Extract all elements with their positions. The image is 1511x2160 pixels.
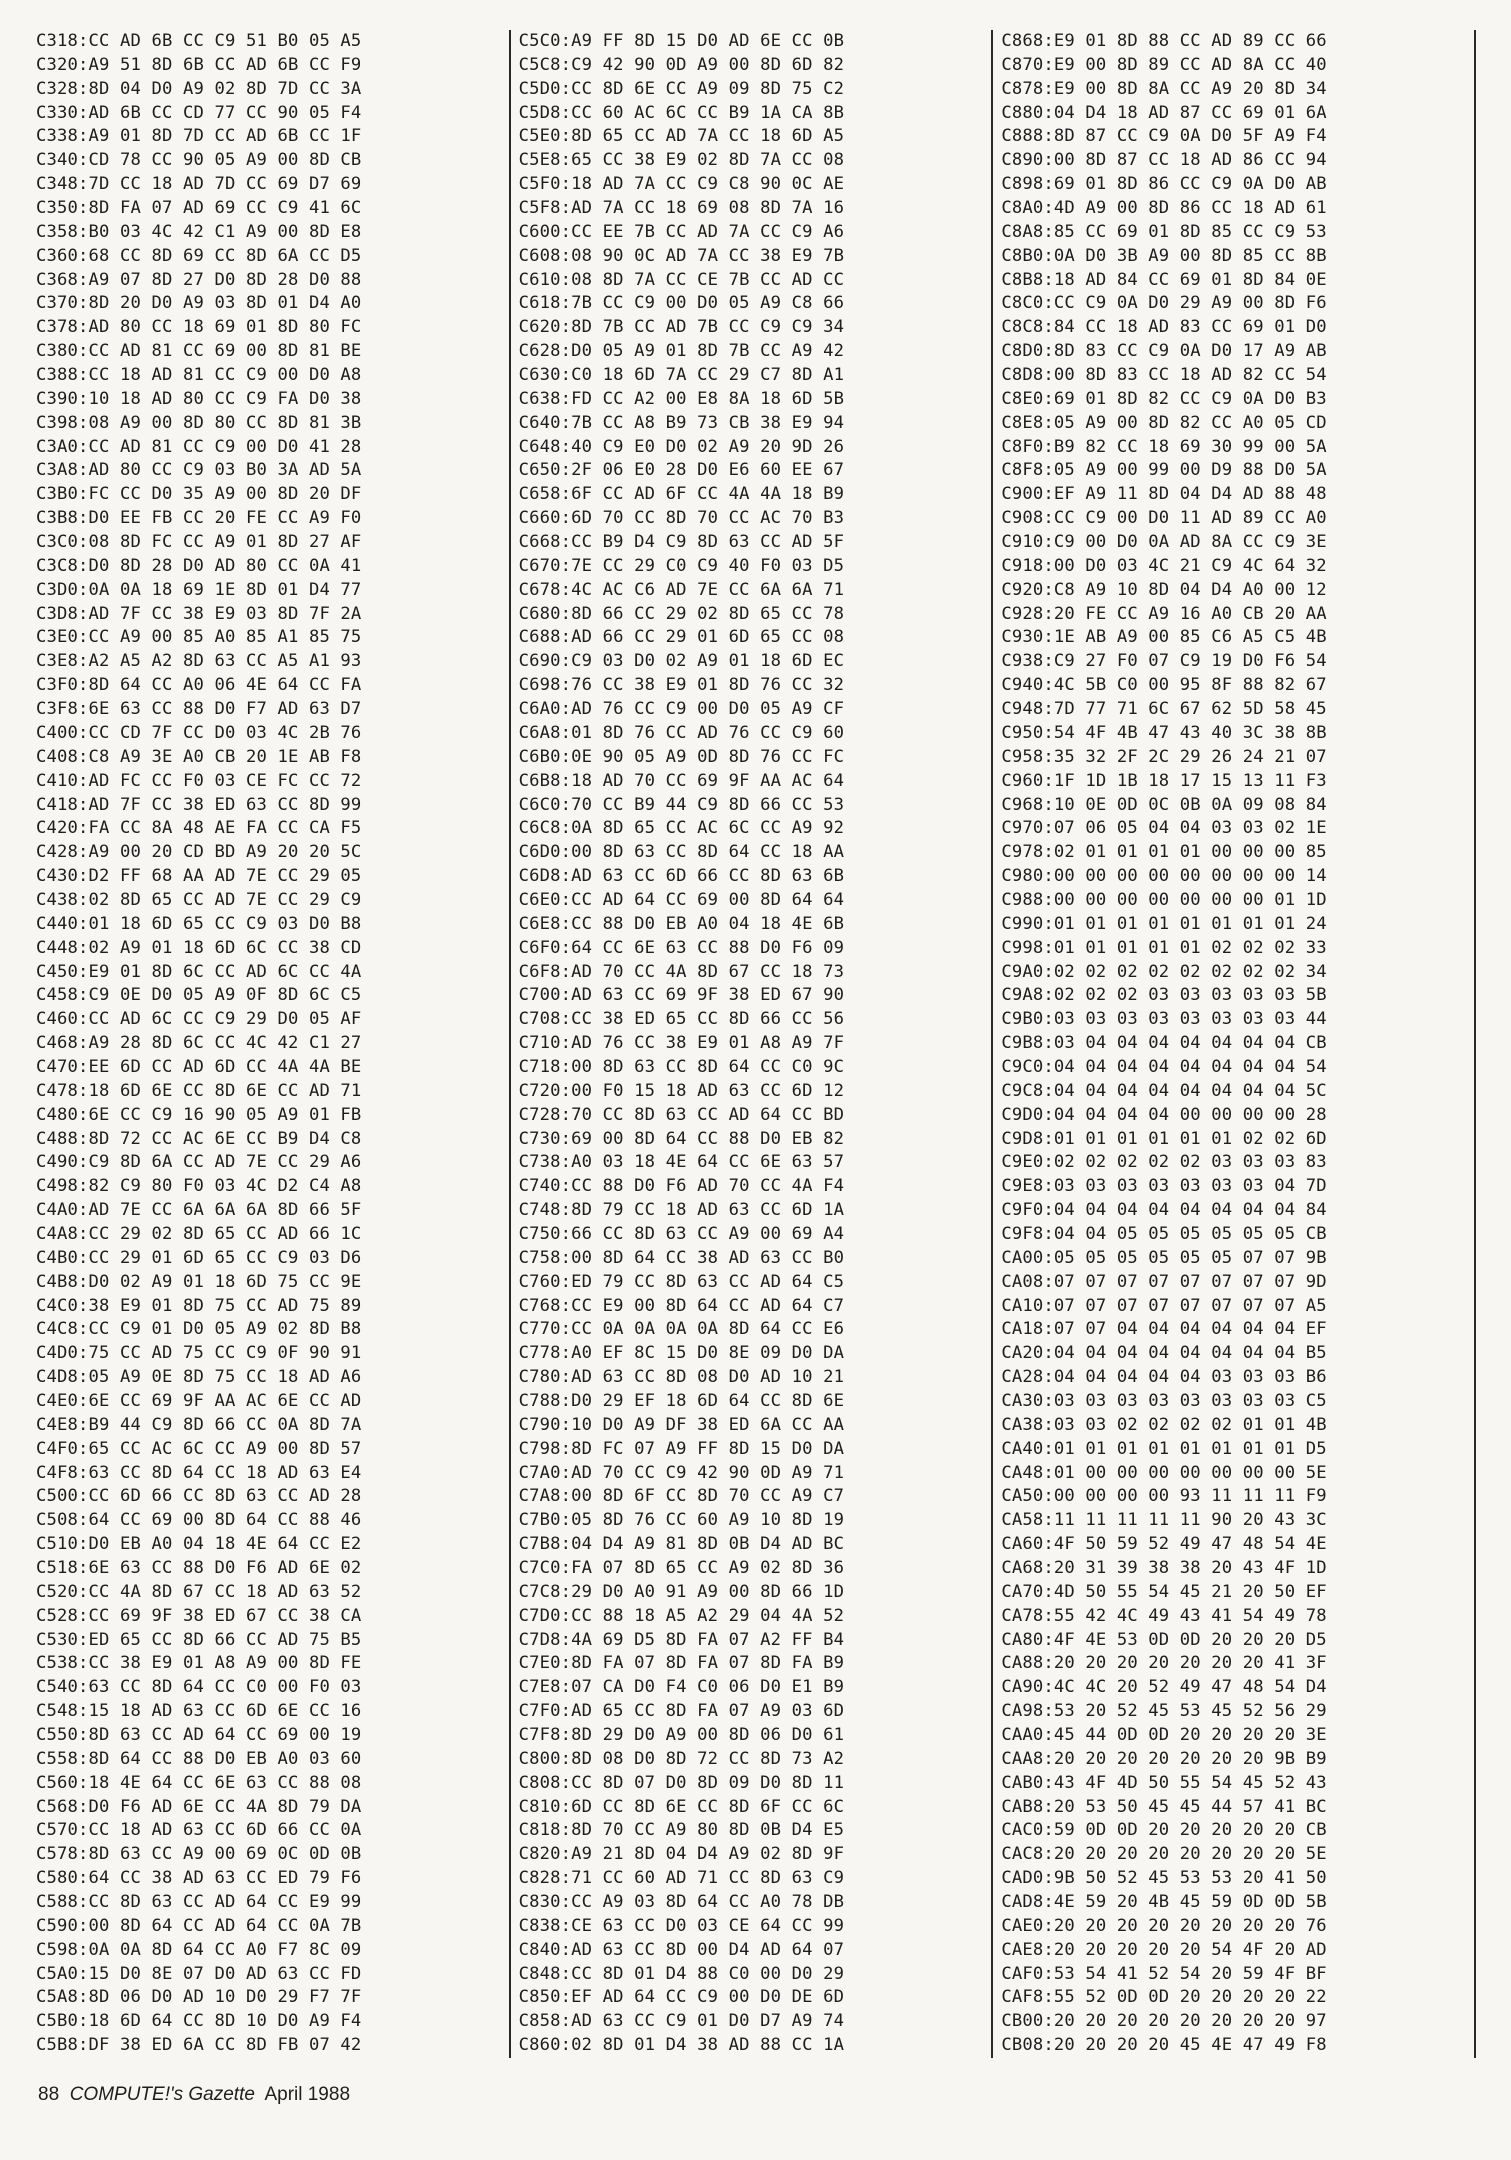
hex-line: C440:01 18 6D 65 CC C9 03 D0 B8 <box>36 913 362 934</box>
hex-line: C3D0:0A 0A 18 69 1E 8D 01 D4 77 <box>36 579 362 600</box>
page-number: 88 <box>38 2084 60 2105</box>
hex-line: C428:A9 00 20 CD BD A9 20 20 5C <box>36 842 362 863</box>
hex-line: C858:AD 63 CC C9 01 D0 D7 A9 74 <box>518 2011 845 2032</box>
hex-line: C8C8:84 CC 18 AD 83 CC 69 01 D0 <box>1001 317 1327 338</box>
hex-line: CA58:11 11 11 11 11 90 20 43 3C <box>1001 1510 1327 1531</box>
hex-line: C608:08 90 0C AD 7A CC 38 E9 7B <box>518 245 845 266</box>
hex-line: C908:CC C9 00 D0 11 AD 89 CC A0 <box>1001 508 1327 529</box>
hex-line: C6C8:0A 8D 65 CC AC 6C CC A9 92 <box>518 818 845 839</box>
hex-line: C660:6D 70 CC 8D 70 CC AC 70 B3 <box>518 508 845 529</box>
hex-line: C390:10 18 AD 80 CC C9 FA D0 38 <box>36 388 362 409</box>
hex-line: C3A0:CC AD 81 CC C9 00 D0 41 28 <box>36 436 362 457</box>
hex-line: C9B8:03 04 04 04 04 04 04 04 CB <box>1001 1033 1327 1054</box>
hex-line: C890:00 8D 87 CC 18 AD 86 CC 94 <box>1001 150 1327 171</box>
hex-line: C768:CC E9 00 8D 64 CC AD 64 C7 <box>518 1295 845 1316</box>
hex-line: C870:E9 00 8D 89 CC AD 8A CC 40 <box>1001 54 1327 75</box>
hex-line: C640:7B CC A8 B9 73 CB 38 E9 94 <box>518 412 845 433</box>
hex-line: CA08:07 07 07 07 07 07 07 07 9D <box>1001 1271 1327 1292</box>
hex-line: CAF8:55 52 0D 0D 20 20 20 20 22 <box>1001 1987 1327 2008</box>
hex-line: C830:CC A9 03 8D 64 CC A0 78 DB <box>518 1892 845 1913</box>
hex-line: C8D0:8D 83 CC C9 0A D0 17 A9 AB <box>1001 341 1327 362</box>
hex-line: C560:18 4E 64 CC 6E 63 CC 88 08 <box>36 1772 362 1793</box>
hex-line: CA80:4F 4E 53 0D 0D 20 20 20 D5 <box>1001 1629 1327 1650</box>
hex-line: CAE0:20 20 20 20 20 20 20 20 76 <box>1001 1915 1327 1936</box>
hex-line: C5B0:18 6D 64 CC 8D 10 D0 A9 F4 <box>36 2011 362 2032</box>
hex-line: C8C0:CC C9 0A D0 29 A9 00 8D F6 <box>1001 293 1327 314</box>
hex-line: C970:07 06 05 04 04 03 03 02 1E <box>1001 818 1327 839</box>
hex-line: C490:C9 8D 6A CC AD 7E CC 29 A6 <box>36 1152 362 1173</box>
hex-line: C5D8:CC 60 AC 6C CC B9 1A CA 8B <box>518 102 845 123</box>
hex-line: C5A8:8D 06 D0 AD 10 D0 29 F7 7F <box>36 1987 362 2008</box>
hex-line: C578:8D 63 CC A9 00 69 0C 0D 0B <box>36 1844 362 1865</box>
hex-line: C3C8:D0 8D 28 D0 AD 80 CC 0A 41 <box>36 555 362 576</box>
hex-line: C778:A0 EF 8C 15 D0 8E 09 D0 DA <box>518 1343 845 1364</box>
hex-line: C930:1E AB A9 00 85 C6 A5 C5 4B <box>1001 627 1327 648</box>
hex-line: C3D8:AD 7F CC 38 E9 03 8D 7F 2A <box>36 603 362 624</box>
hex-line: C7B8:04 D4 A9 81 8D 0B D4 AD BC <box>518 1534 845 1555</box>
hex-line: C740:CC 88 D0 F6 AD 70 CC 4A F4 <box>518 1176 845 1197</box>
hex-line: C9A0:02 02 02 02 02 02 02 02 34 <box>1001 961 1327 982</box>
hex-line: C7D8:4A 69 D5 8D FA 07 A2 FF B4 <box>518 1629 845 1650</box>
hex-line: C918:00 D0 03 4C 21 C9 4C 64 32 <box>1001 555 1327 576</box>
hex-line: C568:D0 F6 AD 6E CC 4A 8D 79 DA <box>36 1796 362 1817</box>
hex-line: C330:AD 6B CC CD 77 CC 90 05 F4 <box>36 102 362 123</box>
hex-line: C3C0:08 8D FC CC A9 01 8D 27 AF <box>36 532 362 553</box>
hex-line: C380:CC AD 81 CC 69 00 8D 81 BE <box>36 341 362 362</box>
hex-line: C478:18 6D 6E CC 8D 6E CC AD 71 <box>36 1080 362 1101</box>
hex-line: C678:4C AC C6 AD 7E CC 6A 6A 71 <box>518 579 845 600</box>
hex-line: C368:A9 07 8D 27 D0 8D 28 D0 88 <box>36 269 362 290</box>
hex-line: CAB8:20 53 50 45 45 44 57 41 BC <box>1001 1796 1327 1817</box>
hex-line: CAB0:43 4F 4D 50 55 54 45 52 43 <box>1001 1772 1327 1793</box>
hex-line: C848:CC 8D 01 D4 88 C0 00 D0 29 <box>518 1963 845 1984</box>
hex-line: C6B0:0E 90 05 A9 0D 8D 76 CC FC <box>518 746 845 767</box>
hex-line: C928:20 FE CC A9 16 A0 CB 20 AA <box>1001 603 1327 624</box>
hex-line: C9C8:04 04 04 04 04 04 04 04 5C <box>1001 1080 1327 1101</box>
hex-line: C938:C9 27 F0 07 C9 19 D0 F6 54 <box>1001 651 1327 672</box>
hex-line: C5A0:15 D0 8E 07 D0 AD 63 CC FD <box>36 1963 362 1984</box>
hex-line: C7C8:29 D0 A0 91 A9 00 8D 66 1D <box>518 1581 845 1602</box>
hex-line: C968:10 0E 0D 0C 0B 0A 09 08 84 <box>1001 794 1327 815</box>
hex-line: C6D0:00 8D 63 CC 8D 64 CC 18 AA <box>518 842 845 863</box>
hex-line: C8A0:4D A9 00 8D 86 CC 18 AD 61 <box>1001 198 1327 219</box>
hex-line: C5E0:8D 65 CC AD 7A CC 18 6D A5 <box>518 126 845 147</box>
hex-line: C940:4C 5B C0 00 95 8F 88 82 67 <box>1001 675 1327 696</box>
hex-line: C350:8D FA 07 AD 69 CC C9 41 6C <box>36 198 362 219</box>
hex-line: C880:04 D4 18 AD 87 CC 69 01 6A <box>1001 102 1327 123</box>
issue-date: April 1988 <box>264 2084 351 2105</box>
hex-line: C708:CC 38 ED 65 CC 8D 66 CC 56 <box>518 1009 845 1030</box>
hex-line: C718:00 8D 63 CC 8D 64 CC C0 9C <box>518 1056 845 1077</box>
hex-line: C3A8:AD 80 CC C9 03 B0 3A AD 5A <box>36 460 362 481</box>
hex-line: C7F0:AD 65 CC 8D FA 07 A9 03 6D <box>518 1701 845 1722</box>
hex-line: C590:00 8D 64 CC AD 64 CC 0A 7B <box>36 1915 362 1936</box>
hex-line: C650:2F 06 E0 28 D0 E6 60 EE 67 <box>518 460 845 481</box>
hex-line: C448:02 A9 01 18 6D 6C CC 38 CD <box>36 937 362 958</box>
hex-line: C840:AD 63 CC 8D 00 D4 AD 64 07 <box>518 1939 845 1960</box>
hex-line: C9C0:04 04 04 04 04 04 04 04 54 <box>1001 1056 1327 1077</box>
hex-line: C5E8:65 CC 38 E9 02 8D 7A CC 08 <box>518 150 845 171</box>
hex-line: C7E8:07 CA D0 F4 C0 06 D0 E1 B9 <box>518 1677 845 1698</box>
hex-line: C4F8:63 CC 8D 64 CC 18 AD 63 E4 <box>36 1462 362 1483</box>
hex-line: C798:8D FC 07 A9 FF 8D 15 D0 DA <box>518 1438 845 1459</box>
hex-line: C498:82 C9 80 F0 03 4C D2 C4 A8 <box>36 1176 362 1197</box>
hex-line: C6F0:64 CC 6E 63 CC 88 D0 F6 09 <box>518 937 845 958</box>
listing-column-2 <box>511 30 994 2058</box>
hex-line: C710:AD 76 CC 38 E9 01 A8 A9 7F <box>518 1033 845 1054</box>
hex-line: C348:7D CC 18 AD 7D CC 69 D7 69 <box>36 174 362 195</box>
hex-line: C720:00 F0 15 18 AD 63 CC 6D 12 <box>518 1080 845 1101</box>
hex-line: C5F0:18 AD 7A CC C9 C8 90 0C AE <box>518 174 845 195</box>
hex-line: C7A8:00 8D 6F CC 8D 70 CC A9 C7 <box>518 1486 845 1507</box>
hex-line: C6A0:AD 76 CC C9 00 D0 05 A9 CF <box>518 699 845 720</box>
hex-line: C5D0:CC 8D 6E CC A9 09 8D 75 C2 <box>518 78 845 99</box>
hex-line: C7C0:FA 07 8D 65 CC A9 02 8D 36 <box>518 1558 845 1578</box>
hex-line: C818:8D 70 CC A9 80 8D 0B D4 E5 <box>518 1820 845 1841</box>
hex-line: C4C8:CC C9 01 D0 05 A9 02 8D B8 <box>36 1319 362 1340</box>
hex-line: CA70:4D 50 55 54 45 21 20 50 EF <box>1001 1581 1327 1602</box>
hex-line: C760:ED 79 CC 8D 63 CC AD 64 C5 <box>518 1271 845 1292</box>
hex-line: C758:00 8D 64 CC 38 AD 63 CC B0 <box>518 1247 845 1268</box>
hex-line: C8F8:05 A9 00 99 00 D9 88 D0 5A <box>1001 460 1327 481</box>
hex-line: CAA8:20 20 20 20 20 20 20 9B B9 <box>1001 1748 1327 1769</box>
hex-line: C820:A9 21 8D 04 D4 A9 02 8D 9F <box>518 1844 845 1865</box>
hex-line: C860:02 8D 01 D4 38 AD 88 CC 1A <box>518 2035 845 2056</box>
hex-line: C318:CC AD 6B CC C9 51 B0 05 A5 <box>36 31 362 51</box>
hex-line: C408:C8 A9 3E A0 CB 20 1E AB F8 <box>36 746 362 767</box>
hex-line: C7F8:8D 29 D0 A9 00 8D 06 D0 61 <box>518 1725 845 1746</box>
hex-line: C978:02 01 01 01 01 00 00 00 85 <box>1001 842 1327 863</box>
hex-line: C410:AD FC CC F0 03 CE FC CC 72 <box>36 770 362 791</box>
hex-line: C998:01 01 01 01 01 02 02 02 33 <box>1001 937 1327 958</box>
hex-line: C5C8:C9 42 90 0D A9 00 8D 6D 82 <box>518 54 845 75</box>
hex-line: C370:8D 20 D0 A9 03 8D 01 D4 A0 <box>36 293 362 314</box>
hex-line: C780:AD 63 CC 8D 08 D0 AD 10 21 <box>518 1367 845 1388</box>
hex-line: C8B8:18 AD 84 CC 69 01 8D 84 0E <box>1001 269 1327 290</box>
hex-line: C460:CC AD 6C CC C9 29 D0 05 AF <box>36 1009 362 1030</box>
hex-line: C508:64 CC 69 00 8D 64 CC 88 46 <box>36 1510 362 1531</box>
hex-line: CA18:07 07 04 04 04 04 04 04 EF <box>1001 1319 1327 1340</box>
hex-line: C618:7B CC C9 00 D0 05 A9 C8 66 <box>518 293 845 314</box>
hex-line: C620:8D 7B CC AD 7B CC C9 C9 34 <box>518 317 845 338</box>
hex-line: C980:00 00 00 00 00 00 00 00 14 <box>1001 866 1327 887</box>
hex-line: C850:EF AD 64 CC C9 00 D0 DE 6D <box>518 1987 845 2008</box>
hex-line: C4F0:65 CC AC 6C CC A9 00 8D 57 <box>36 1438 362 1459</box>
hex-line: C398:08 A9 00 8D 80 CC 8D 81 3B <box>36 412 362 433</box>
hex-line: C3E8:A2 A5 A2 8D 63 CC A5 A1 93 <box>36 651 362 672</box>
hex-line: C7E0:8D FA 07 8D FA 07 8D FA B9 <box>518 1653 845 1674</box>
hex-line: C3F8:6E 63 CC 88 D0 F7 AD 63 D7 <box>36 699 362 720</box>
hex-line: C920:C8 A9 10 8D 04 D4 A0 00 12 <box>1001 579 1327 600</box>
hex-line: CAC0:59 0D 0D 20 20 20 20 20 CB <box>1001 1820 1327 1841</box>
hex-line: CAC8:20 20 20 20 20 20 20 20 5E <box>1001 1844 1327 1865</box>
hex-line: CA98:53 20 52 45 53 45 52 56 29 <box>1001 1701 1327 1722</box>
hex-line: C8B0:0A D0 3B A9 00 8D 85 CC 8B <box>1001 245 1327 266</box>
hex-line: C470:EE 6D CC AD 6D CC 4A 4A BE <box>36 1056 362 1077</box>
hex-line: C4A8:CC 29 02 8D 65 CC AD 66 1C <box>36 1223 362 1244</box>
hex-line: C4B0:CC 29 01 6D 65 CC C9 03 D6 <box>36 1247 362 1268</box>
hex-line: CA20:04 04 04 04 04 04 04 04 B5 <box>1001 1343 1327 1364</box>
hex-line: C668:CC B9 D4 C9 8D 63 CC AD 5F <box>518 532 845 553</box>
hex-line: C418:AD 7F CC 38 ED 63 CC 8D 99 <box>36 794 362 815</box>
page-footer <box>38 2084 350 2106</box>
hex-line: C558:8D 64 CC 88 D0 EB A0 03 60 <box>36 1748 362 1769</box>
hex-line: C488:8D 72 CC AC 6E CC B9 D4 C8 <box>36 1128 362 1149</box>
hex-line: C958:35 32 2F 2C 29 26 24 21 07 <box>1001 746 1327 767</box>
hex-line: C360:68 CC 8D 69 CC 8D 6A CC D5 <box>36 245 362 266</box>
hex-line: C8F0:B9 82 CC 18 69 30 99 00 5A <box>1001 436 1327 457</box>
hex-line: C8D8:00 8D 83 CC 18 AD 82 CC 54 <box>1001 365 1327 386</box>
hex-line: C4E8:B9 44 C9 8D 66 CC 0A 8D 7A <box>36 1414 362 1435</box>
hex-line: C6B8:18 AD 70 CC 69 9F AA AC 64 <box>518 770 845 791</box>
hex-line: C888:8D 87 CC C9 0A D0 5F A9 F4 <box>1001 126 1327 147</box>
hex-line: C6E0:CC AD 64 CC 69 00 8D 64 64 <box>518 889 845 910</box>
hex-line: C358:B0 03 4C 42 C1 A9 00 8D E8 <box>36 221 362 242</box>
hex-line: CAD0:9B 50 52 45 53 53 20 41 50 <box>1001 1868 1327 1889</box>
hex-line: CAF0:53 54 41 52 54 20 59 4F BF <box>1001 1963 1327 1984</box>
hex-line: C598:0A 0A 8D 64 CC A0 F7 8C 09 <box>36 1939 362 1960</box>
hex-line: C948:7D 77 71 6C 67 62 5D 58 45 <box>1001 699 1327 720</box>
hex-line: C9F8:04 04 05 05 05 05 05 05 CB <box>1001 1223 1327 1244</box>
hex-line: C450:E9 01 8D 6C CC AD 6C CC 4A <box>36 961 362 982</box>
hex-line: CA40:01 01 01 01 01 01 01 01 D5 <box>1001 1438 1327 1459</box>
hex-line: C438:02 8D 65 CC AD 7E CC 29 C9 <box>36 889 362 910</box>
hex-line: CA28:04 04 04 04 04 03 03 03 B6 <box>1001 1367 1327 1388</box>
hex-line: C690:C9 03 D0 02 A9 01 18 6D EC <box>518 651 845 672</box>
hex-line: C4E0:6E CC 69 9F AA AC 6E CC AD <box>36 1390 362 1411</box>
listing-columns <box>28 30 1476 2058</box>
hex-line: C8E0:69 01 8D 82 CC C9 0A D0 B3 <box>1001 388 1327 409</box>
hex-line: C838:CE 63 CC D0 03 CE 64 CC 99 <box>518 1915 845 1936</box>
hex-line: C960:1F 1D 1B 18 17 15 13 11 F3 <box>1001 770 1327 791</box>
hex-line: C500:CC 6D 66 CC 8D 63 CC AD 28 <box>36 1486 362 1507</box>
hex-line: C320:A9 51 8D 6B CC AD 6B CC F9 <box>36 54 362 75</box>
hex-line: C810:6D CC 8D 6E CC 8D 6F CC 6C <box>518 1796 845 1817</box>
hex-line: CA68:20 31 39 38 38 20 43 4F 1D <box>1001 1558 1327 1578</box>
hex-line: C7A0:AD 70 CC C9 42 90 0D A9 71 <box>518 1462 845 1483</box>
hex-line: CAA0:45 44 0D 0D 20 20 20 20 3E <box>1001 1725 1327 1746</box>
hex-line: C9E0:02 02 02 02 02 03 03 03 83 <box>1001 1152 1327 1173</box>
hex-line: C8A8:85 CC 69 01 8D 85 CC C9 53 <box>1001 221 1327 242</box>
hex-line: C340:CD 78 CC 90 05 A9 00 8D CB <box>36 150 362 171</box>
listing-column-1 <box>28 30 511 2058</box>
hex-line: C630:C0 18 6D 7A CC 29 C7 8D A1 <box>518 365 845 386</box>
hex-line: CA50:00 00 00 00 93 11 11 11 F9 <box>1001 1486 1327 1507</box>
hex-line: C638:FD CC A2 00 E8 8A 18 6D 5B <box>518 388 845 409</box>
hex-line: C728:70 CC 8D 63 CC AD 64 CC BD <box>518 1104 845 1125</box>
hex-line: C730:69 00 8D 64 CC 88 D0 EB 82 <box>518 1128 845 1149</box>
hex-line: C700:AD 63 CC 69 9F 38 ED 67 90 <box>518 985 845 1006</box>
hex-line: C540:63 CC 8D 64 CC C0 00 F0 03 <box>36 1677 362 1698</box>
hex-line: C6D8:AD 63 CC 6D 66 CC 8D 63 6B <box>518 866 845 887</box>
hex-line: C8E8:05 A9 00 8D 82 CC A0 05 CD <box>1001 412 1327 433</box>
hex-line: C538:CC 38 E9 01 A8 A9 00 8D FE <box>36 1653 362 1674</box>
hex-line: C950:54 4F 4B 47 43 40 3C 38 8B <box>1001 722 1327 743</box>
hex-line: C7D0:CC 88 18 A5 A2 29 04 4A 52 <box>518 1605 845 1626</box>
hex-line: CA00:05 05 05 05 05 05 07 07 9B <box>1001 1247 1327 1268</box>
hex-line: C600:CC EE 7B CC AD 7A CC C9 A6 <box>518 221 845 242</box>
hex-line: C670:7E CC 29 C0 C9 40 F0 03 D5 <box>518 555 845 576</box>
hex-line: C588:CC 8D 63 CC AD 64 CC E9 99 <box>36 1892 362 1913</box>
hex-line: C698:76 CC 38 E9 01 8D 76 CC 32 <box>518 675 845 696</box>
hex-line: C4B8:D0 02 A9 01 18 6D 75 CC 9E <box>36 1271 362 1292</box>
hex-line: CA10:07 07 07 07 07 07 07 07 A5 <box>1001 1295 1327 1316</box>
hex-line: CA88:20 20 20 20 20 20 20 41 3F <box>1001 1653 1327 1674</box>
hex-line: C468:A9 28 8D 6C CC 4C 42 C1 27 <box>36 1033 362 1054</box>
hex-line: C3B0:FC CC D0 35 A9 00 8D 20 DF <box>36 484 362 505</box>
hex-line: C3B8:D0 EE FB CC 20 FE CC A9 F0 <box>36 508 362 529</box>
hex-line: CA78:55 42 4C 49 43 41 54 49 78 <box>1001 1605 1327 1626</box>
hex-line: CAE8:20 20 20 20 20 54 4F 20 AD <box>1001 1939 1327 1960</box>
hex-line: C3E0:CC A9 00 85 A0 85 A1 85 75 <box>36 627 362 648</box>
hex-line: C9A8:02 02 02 03 03 03 03 03 5B <box>1001 985 1327 1006</box>
hex-line: C4D8:05 A9 0E 8D 75 CC 18 AD A6 <box>36 1367 362 1388</box>
hex-line: C770:CC 0A 0A 0A 0A 8D 64 CC E6 <box>518 1319 845 1340</box>
hex-line: C338:A9 01 8D 7D CC AD 6B CC 1F <box>36 126 362 147</box>
hex-line: C750:66 CC 8D 63 CC A9 00 69 A4 <box>518 1223 845 1244</box>
hex-line: C658:6F CC AD 6F CC 4A 4A 18 B9 <box>518 484 845 505</box>
hex-line: C898:69 01 8D 86 CC C9 0A D0 AB <box>1001 174 1327 195</box>
hex-line: C610:08 8D 7A CC CE 7B CC AD CC <box>518 269 845 290</box>
publication-name: COMPUTE!'s Gazette <box>69 2084 255 2105</box>
hex-line: CA30:03 03 03 03 03 03 03 03 C5 <box>1001 1390 1327 1411</box>
hex-line: C748:8D 79 CC 18 AD 63 CC 6D 1A <box>518 1200 845 1221</box>
hex-line: C9D0:04 04 04 04 00 00 00 00 28 <box>1001 1104 1327 1125</box>
hex-line: C878:E9 00 8D 8A CC A9 20 8D 34 <box>1001 78 1327 99</box>
hex-line: C4D0:75 CC AD 75 CC C9 0F 90 91 <box>36 1343 362 1364</box>
hex-line: C550:8D 63 CC AD 64 CC 69 00 19 <box>36 1725 362 1746</box>
hex-line: C430:D2 FF 68 AA AD 7E CC 29 05 <box>36 866 362 887</box>
hex-line: C680:8D 66 CC 29 02 8D 65 CC 78 <box>518 603 845 624</box>
hex-line: C328:8D 04 D0 A9 02 8D 7D CC 3A <box>36 78 362 99</box>
hex-line: C800:8D 08 D0 8D 72 CC 8D 73 A2 <box>518 1748 845 1769</box>
hex-line: C988:00 00 00 00 00 00 00 01 1D <box>1001 889 1327 910</box>
hex-line: C5F8:AD 7A CC 18 69 08 8D 7A 16 <box>518 198 845 219</box>
hex-line: C4A0:AD 7E CC 6A 6A 6A 8D 66 5F <box>36 1200 362 1221</box>
hex-line: C808:CC 8D 07 D0 8D 09 D0 8D 11 <box>518 1772 845 1793</box>
hex-line: CB00:20 20 20 20 20 20 20 20 97 <box>1001 2011 1327 2032</box>
hex-line: C570:CC 18 AD 63 CC 6D 66 CC 0A <box>36 1820 362 1841</box>
hex-line: C9F0:04 04 04 04 04 04 04 04 84 <box>1001 1200 1327 1221</box>
hex-line: CB08:20 20 20 20 45 4E 47 49 F8 <box>1001 2035 1327 2056</box>
hex-line: C900:EF A9 11 8D 04 D4 AD 88 48 <box>1001 484 1327 505</box>
hex-line: C580:64 CC 38 AD 63 CC ED 79 F6 <box>36 1868 362 1889</box>
hex-line: C9B0:03 03 03 03 03 03 03 03 44 <box>1001 1009 1327 1030</box>
hex-line: CA48:01 00 00 00 00 00 00 00 5E <box>1001 1462 1327 1483</box>
hex-line: C520:CC 4A 8D 67 CC 18 AD 63 52 <box>36 1581 362 1602</box>
hex-line: C6A8:01 8D 76 CC AD 76 CC C9 60 <box>518 722 845 743</box>
hex-line: C530:ED 65 CC 8D 66 CC AD 75 B5 <box>36 1629 362 1650</box>
hex-line: C788:D0 29 EF 18 6D 64 CC 8D 6E <box>518 1390 845 1411</box>
hex-line: C378:AD 80 CC 18 69 01 8D 80 FC <box>36 317 362 338</box>
hex-line: CA38:03 03 02 02 02 02 01 01 4B <box>1001 1414 1327 1435</box>
hex-line: C528:CC 69 9F 38 ED 67 CC 38 CA <box>36 1605 362 1626</box>
hex-line: C3F0:8D 64 CC A0 06 4E 64 CC FA <box>36 675 362 696</box>
hex-line: C6C0:70 CC B9 44 C9 8D 66 CC 53 <box>518 794 845 815</box>
hex-line: C400:CC CD 7F CC D0 03 4C 2B 76 <box>36 722 362 743</box>
hex-line: C790:10 D0 A9 DF 38 ED 6A CC AA <box>518 1414 845 1435</box>
listing-column-3 <box>993 30 1476 2058</box>
hex-line: C828:71 CC 60 AD 71 CC 8D 63 C9 <box>518 1868 845 1889</box>
hex-line: C990:01 01 01 01 01 01 01 01 24 <box>1001 913 1327 934</box>
hex-line: C688:AD 66 CC 29 01 6D 65 CC 08 <box>518 627 845 648</box>
hex-line: C868:E9 01 8D 88 CC AD 89 CC 66 <box>1001 31 1327 51</box>
hex-line: CA60:4F 50 59 52 49 47 48 54 4E <box>1001 1534 1327 1555</box>
hex-line: C6E8:CC 88 D0 EB A0 04 18 4E 6B <box>518 913 845 934</box>
hex-line: C518:6E 63 CC 88 D0 F6 AD 6E 02 <box>36 1558 362 1578</box>
hex-line: C510:D0 EB A0 04 18 4E 64 CC E2 <box>36 1534 362 1555</box>
hex-line: C648:40 C9 E0 D0 02 A9 20 9D 26 <box>518 436 845 457</box>
hex-line: C5C0:A9 FF 8D 15 D0 AD 6E CC 0B <box>518 31 845 51</box>
hex-line: C9E8:03 03 03 03 03 03 03 04 7D <box>1001 1176 1327 1197</box>
hex-line: C420:FA CC 8A 48 AE FA CC CA F5 <box>36 818 362 839</box>
hex-line: C388:CC 18 AD 81 CC C9 00 D0 A8 <box>36 365 362 386</box>
hex-line: C6F8:AD 70 CC 4A 8D 67 CC 18 73 <box>518 961 845 982</box>
hex-line: C458:C9 0E D0 05 A9 0F 8D 6C C5 <box>36 985 362 1006</box>
hex-line: C5B8:DF 38 ED 6A CC 8D FB 07 42 <box>36 2035 362 2056</box>
hex-line: C738:A0 03 18 4E 64 CC 6E 63 57 <box>518 1152 845 1173</box>
hex-line: CA90:4C 4C 20 52 49 47 48 54 D4 <box>1001 1677 1327 1698</box>
hex-line: C9D8:01 01 01 01 01 01 02 02 6D <box>1001 1128 1327 1149</box>
hex-line: C548:15 18 AD 63 CC 6D 6E CC 16 <box>36 1701 362 1722</box>
hex-line: C480:6E CC C9 16 90 05 A9 01 FB <box>36 1104 362 1125</box>
hex-line: CAD8:4E 59 20 4B 45 59 0D 0D 5B <box>1001 1892 1327 1913</box>
hex-line: C628:D0 05 A9 01 8D 7B CC A9 42 <box>518 341 845 362</box>
hex-line: C4C0:38 E9 01 8D 75 CC AD 75 89 <box>36 1295 362 1316</box>
hex-line: C910:C9 00 D0 0A AD 8A CC C9 3E <box>1001 532 1327 553</box>
hex-line: C7B0:05 8D 76 CC 60 A9 10 8D 19 <box>518 1510 845 1531</box>
